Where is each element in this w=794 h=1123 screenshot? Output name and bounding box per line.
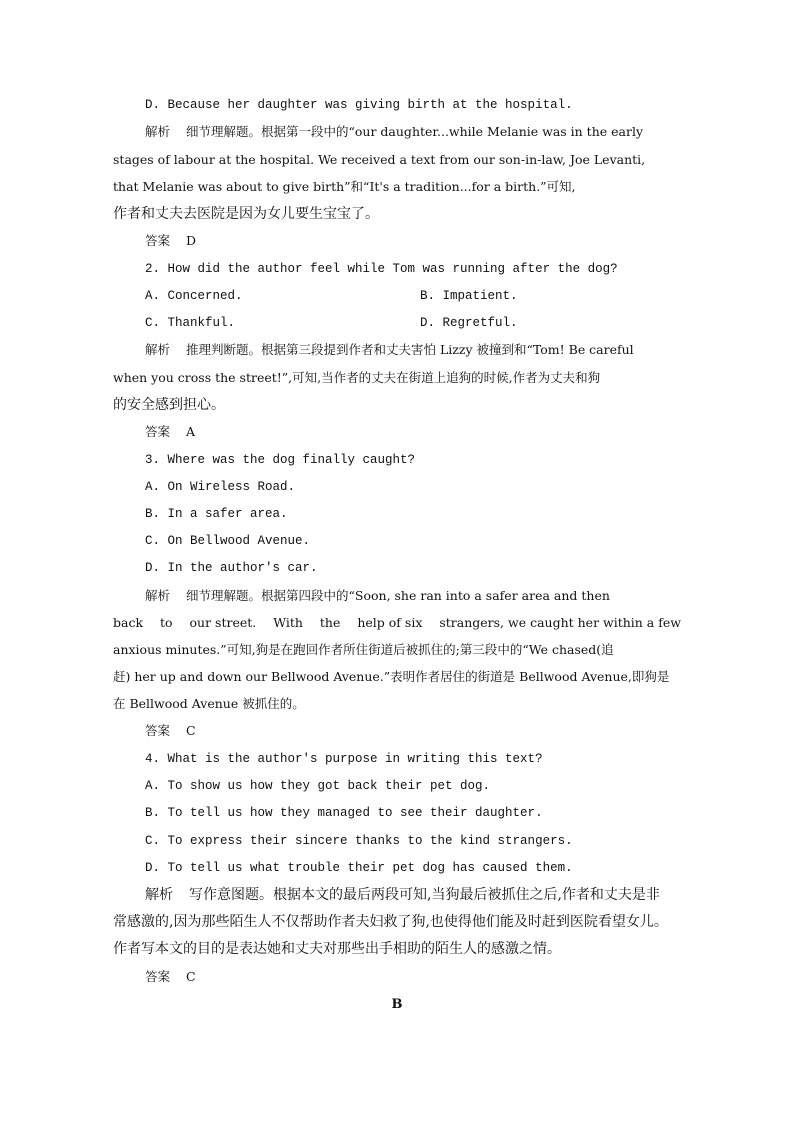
q4-analysis-line2: 常感激的,因为那些陌生人不仅帮助作者夫妇救了狗,也使得他们能及时赶到医院看望女儿。 [113, 914, 668, 930]
q2-option-d: D. Regretful. [420, 316, 518, 330]
q1-answer [145, 233, 196, 249]
q4-question: 4. What is the author's purpose in writing this text? [145, 752, 543, 766]
analysis-label: 解析 [145, 588, 171, 603]
q3-question: 3. Where was the dog finally caught? [145, 453, 416, 467]
q2-analysis-line3: 的安全感到担心。 [113, 397, 225, 413]
q4-option-b: B. To tell us how they managed to see their daughter. [145, 806, 543, 820]
q2-analysis-line2: when you cross the street!”,可知,当作者的丈夫在街道上追狗的时候,作者为丈夫和狗 [113, 370, 601, 385]
answer-value: A [186, 424, 196, 439]
q1-analysis-line4: 作者和丈夫去医院是因为女儿要生宝宝了。 [113, 206, 379, 222]
q1-option-d: D. Because her daughter was giving birth at the hospital. [145, 98, 573, 112]
q3-answer [145, 723, 196, 739]
answer-label: 答案 [145, 723, 171, 738]
q3-option-a: A. On Wireless Road. [145, 480, 296, 494]
q1-analysis-line2: stages of labour at the hospital. We received a text from our son-in-law, Joe Levanti, [113, 152, 646, 167]
q4-analysis-line3: 作者写本文的目的是表达她和丈夫对那些出手相助的陌生人的感激之情。 [113, 941, 561, 957]
analysis-label: 解析 [145, 124, 171, 139]
q1-analysis-line1: 解析 细节理解题。根据第一段中的“our daughter...while Melanie was in the early [145, 124, 644, 139]
q3-analysis-line2: back to our street. With the help of six strangers, we caught her within a few [113, 615, 681, 630]
section-heading: B [391, 997, 403, 1012]
q4-answer [145, 969, 196, 985]
q3-analysis-line3: anxious minutes.”可知,狗是在跑回作者所住街道后被抓住的;第三段中的“We chased(追 [113, 642, 614, 657]
q3-option-b: B. In a safer area. [145, 507, 288, 521]
answer-label: 答案 [145, 424, 171, 439]
q3-analysis-line5: 在 Bellwood Avenue 被抓住的。 [113, 696, 305, 711]
q2-analysis-line1: 解析 推理判断题。根据第三段提到作者和丈夫害怕 Lizzy 被撞到和“Tom! Be careful [145, 342, 634, 357]
q3-analysis-line1: 解析 细节理解题。根据第四段中的“Soon, she ran into a safer area and then [145, 588, 610, 603]
q1-analysis-line3: that Melanie was about to give birth”和“It's a tradition...for a birth.”可知, [113, 179, 576, 194]
answer-label: 答案 [145, 969, 171, 984]
answer-value: D [186, 233, 197, 248]
q3-analysis-line4: 赶) her up and down our Bellwood Avenue.”表明作者居住的街道是 Bellwood Avenue,即狗是 [113, 669, 670, 684]
analysis-label: 解析 [145, 887, 173, 903]
q2-option-c: C. Thankful. [145, 316, 236, 330]
q2-option-b: B. Impatient. [420, 289, 518, 303]
q2-question: 2. How did the author feel while Tom was running after the dog? [145, 262, 618, 276]
q4-option-d: D. To tell us what trouble their pet dog has caused them. [145, 861, 573, 875]
q3-option-c: C. On Bellwood Avenue. [145, 534, 311, 548]
answer-label: 答案 [145, 233, 171, 248]
q4-option-c: C. To express their sincere thanks to the kind strangers. [145, 834, 573, 848]
q4-option-a: A. To show us how they got back their pet dog. [145, 779, 491, 793]
q3-option-d: D. In the author's car. [145, 561, 318, 575]
q2-option-a: A. Concerned. [145, 289, 243, 303]
analysis-label: 解析 [145, 342, 171, 357]
answer-value: C [186, 723, 196, 738]
q2-answer [145, 424, 195, 440]
answer-value: C [186, 969, 196, 984]
q4-analysis-line1: 解析 写作意图题。根据本文的最后两段可知,当狗最后被抓住之后,作者和丈夫是非 [145, 887, 660, 903]
